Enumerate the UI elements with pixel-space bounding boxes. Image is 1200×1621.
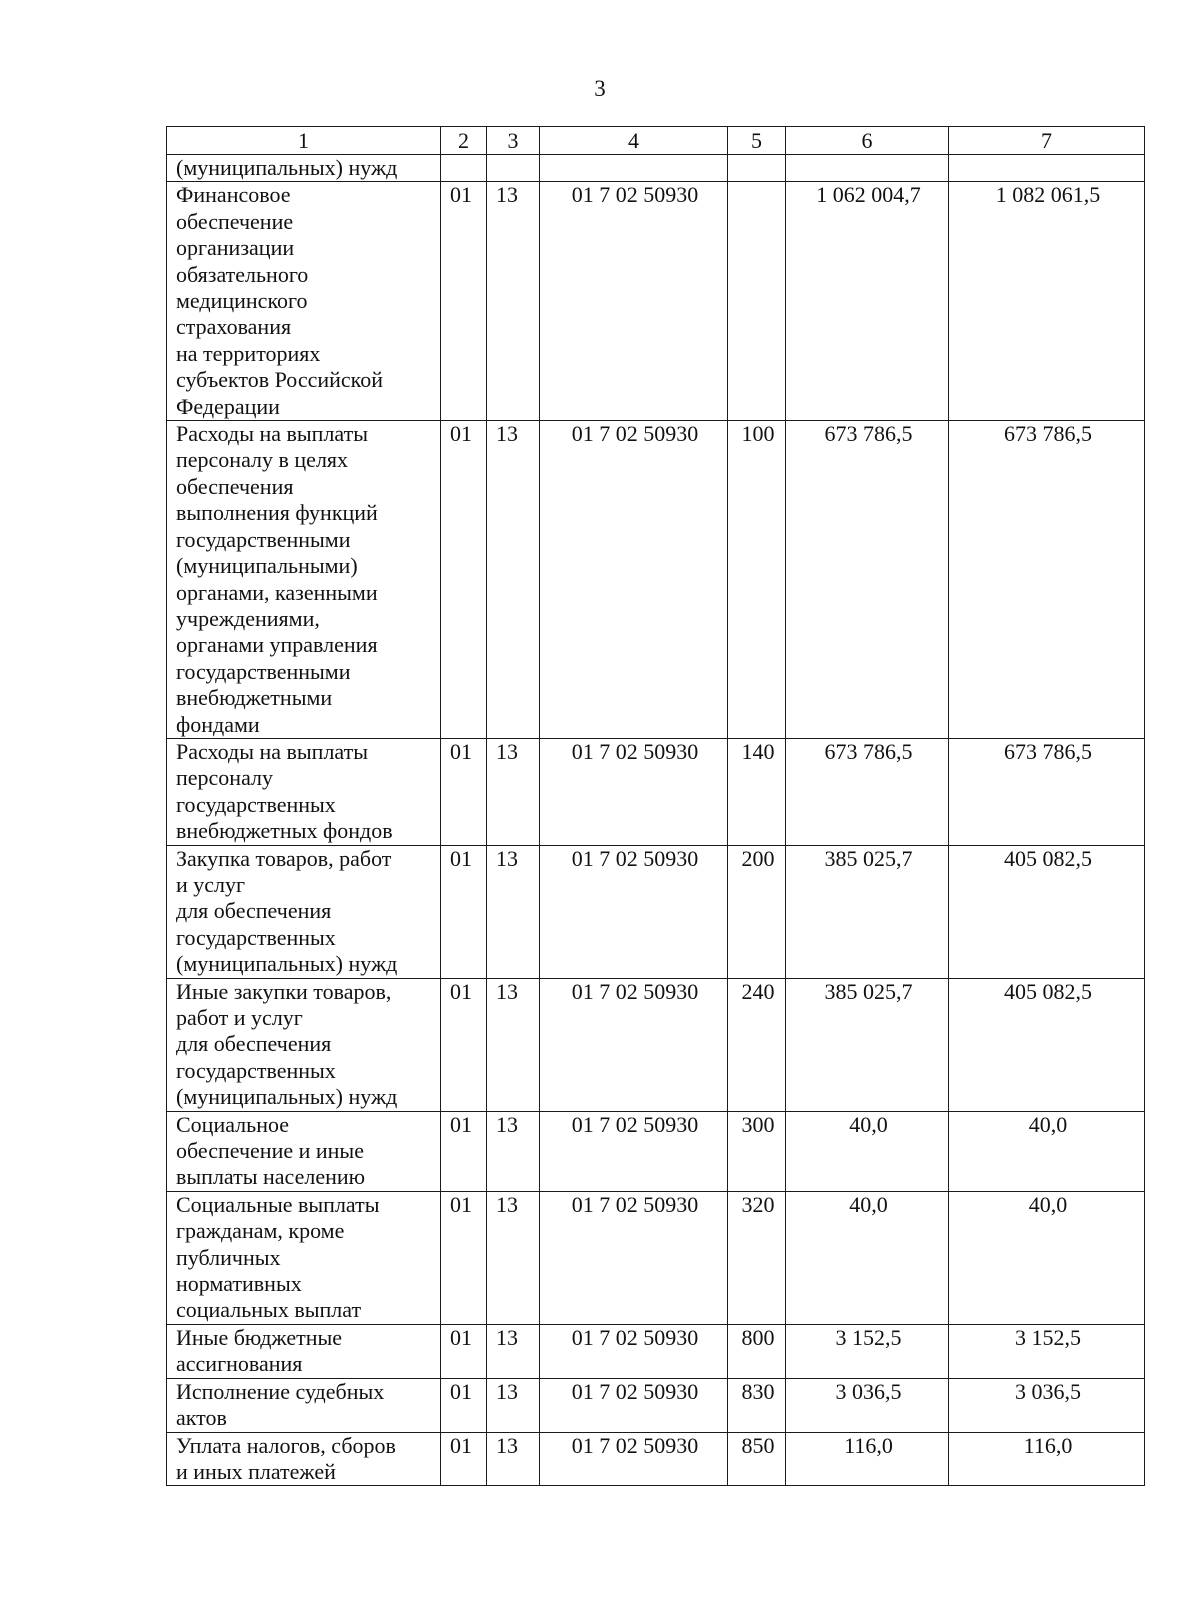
row-section: 01 [441,1324,487,1378]
row-expense-type: 320 [728,1191,786,1324]
row-amount-year-2: 673 786,5 [949,738,1145,845]
row-section: 01 [441,1432,487,1486]
row-subsection: 13 [487,421,540,739]
continuation-pr [487,155,540,182]
continuation-csr [540,155,728,182]
row-expense-type: 830 [728,1378,786,1432]
row-amount-year-2: 40,0 [949,1191,1145,1324]
continuation-row [167,155,1145,182]
row-section: 01 [441,421,487,739]
row-amount-year-1: 673 786,5 [786,738,949,845]
table-row [167,1324,1145,1378]
row-amount-year-2: 3 152,5 [949,1324,1145,1378]
row-name: Иные закупки товаров, работ и услуг для обеспечения государственных (муниципальных) нужд [167,978,441,1111]
row-subsection: 13 [487,738,540,845]
row-subsection: 13 [487,182,540,421]
header-col-6: 6 [786,127,949,155]
row-target-code: 01 7 02 50930 [540,978,728,1111]
row-expense-type: 140 [728,738,786,845]
header-col-5: 5 [728,127,786,155]
table-row [167,1432,1145,1486]
table-row [167,978,1145,1111]
row-target-code: 01 7 02 50930 [540,1111,728,1191]
continuation-vr [728,155,786,182]
row-target-code: 01 7 02 50930 [540,421,728,739]
header-col-1: 1 [167,127,441,155]
row-amount-year-2: 673 786,5 [949,421,1145,739]
header-col-2: 2 [441,127,487,155]
row-name: Иные бюджетные ассигнования [167,1324,441,1378]
row-target-code: 01 7 02 50930 [540,1432,728,1486]
row-amount-year-2: 1 082 061,5 [949,182,1145,421]
row-amount-year-2: 405 082,5 [949,845,1145,978]
row-amount-year-2: 3 036,5 [949,1378,1145,1432]
header-col-4: 4 [540,127,728,155]
row-amount-year-1: 1 062 004,7 [786,182,949,421]
row-amount-year-1: 116,0 [786,1432,949,1486]
row-target-code: 01 7 02 50930 [540,738,728,845]
row-amount-year-2: 40,0 [949,1111,1145,1191]
row-target-code: 01 7 02 50930 [540,845,728,978]
row-subsection: 13 [487,1324,540,1378]
budget-table [166,126,1145,1486]
row-section: 01 [441,978,487,1111]
row-name: Закупка товаров, работ и услуг для обеспечения государственных (муниципальных) нужд [167,845,441,978]
row-expense-type: 850 [728,1432,786,1486]
row-subsection: 13 [487,1378,540,1432]
row-name: Финансовое обеспечение организации обязательного медицинского страхования на территориях субъектов Российской Федерации [167,182,441,421]
row-amount-year-1: 385 025,7 [786,978,949,1111]
row-amount-year-1: 3 036,5 [786,1378,949,1432]
continuation-y2 [949,155,1145,182]
table-row [167,182,1145,421]
table-row [167,1111,1145,1191]
row-section: 01 [441,1378,487,1432]
row-subsection: 13 [487,845,540,978]
row-name: Социальное обеспечение и иные выплаты населению [167,1111,441,1191]
continuation-name: (муниципальных) нужд [167,155,441,182]
budget-table-body [167,127,1145,1486]
row-expense-type: 240 [728,978,786,1111]
table-row [167,845,1145,978]
continuation-y1 [786,155,949,182]
header-col-3: 3 [487,127,540,155]
row-amount-year-2: 405 082,5 [949,978,1145,1111]
row-section: 01 [441,845,487,978]
page-number: 3 [594,76,606,101]
row-section: 01 [441,1191,487,1324]
row-section: 01 [441,182,487,421]
table-row [167,1191,1145,1324]
header-row [167,127,1145,155]
row-expense-type: 200 [728,845,786,978]
row-expense-type: 800 [728,1324,786,1378]
row-target-code: 01 7 02 50930 [540,1378,728,1432]
row-subsection: 13 [487,1191,540,1324]
row-amount-year-1: 40,0 [786,1111,949,1191]
row-section: 01 [441,738,487,845]
row-expense-type: 100 [728,421,786,739]
row-subsection: 13 [487,1432,540,1486]
continuation-rz [441,155,487,182]
row-amount-year-1: 3 152,5 [786,1324,949,1378]
table-row [167,421,1145,739]
header-col-7: 7 [949,127,1145,155]
table-row [167,738,1145,845]
row-name: Исполнение судебных актов [167,1378,441,1432]
row-amount-year-1: 40,0 [786,1191,949,1324]
row-amount-year-1: 673 786,5 [786,421,949,739]
row-expense-type: 300 [728,1111,786,1191]
row-target-code: 01 7 02 50930 [540,182,728,421]
row-name: Расходы на выплаты персоналу государственных внебюджетных фондов [167,738,441,845]
row-name: Социальные выплаты гражданам, кроме публичных нормативных социальных выплат [167,1191,441,1324]
row-target-code: 01 7 02 50930 [540,1324,728,1378]
row-amount-year-2: 116,0 [949,1432,1145,1486]
row-section: 01 [441,1111,487,1191]
row-name: Расходы на выплаты персоналу в целях обеспечения выполнения функций государственными (муниципальными) органами, казенными учреждениями, органами управления государственными внебюджетными фондами [167,421,441,739]
row-subsection: 13 [487,978,540,1111]
row-subsection: 13 [487,1111,540,1191]
row-expense-type [728,182,786,421]
table-row [167,1378,1145,1432]
row-target-code: 01 7 02 50930 [540,1191,728,1324]
row-name: Уплата налогов, сборов и иных платежей [167,1432,441,1486]
row-amount-year-1: 385 025,7 [786,845,949,978]
